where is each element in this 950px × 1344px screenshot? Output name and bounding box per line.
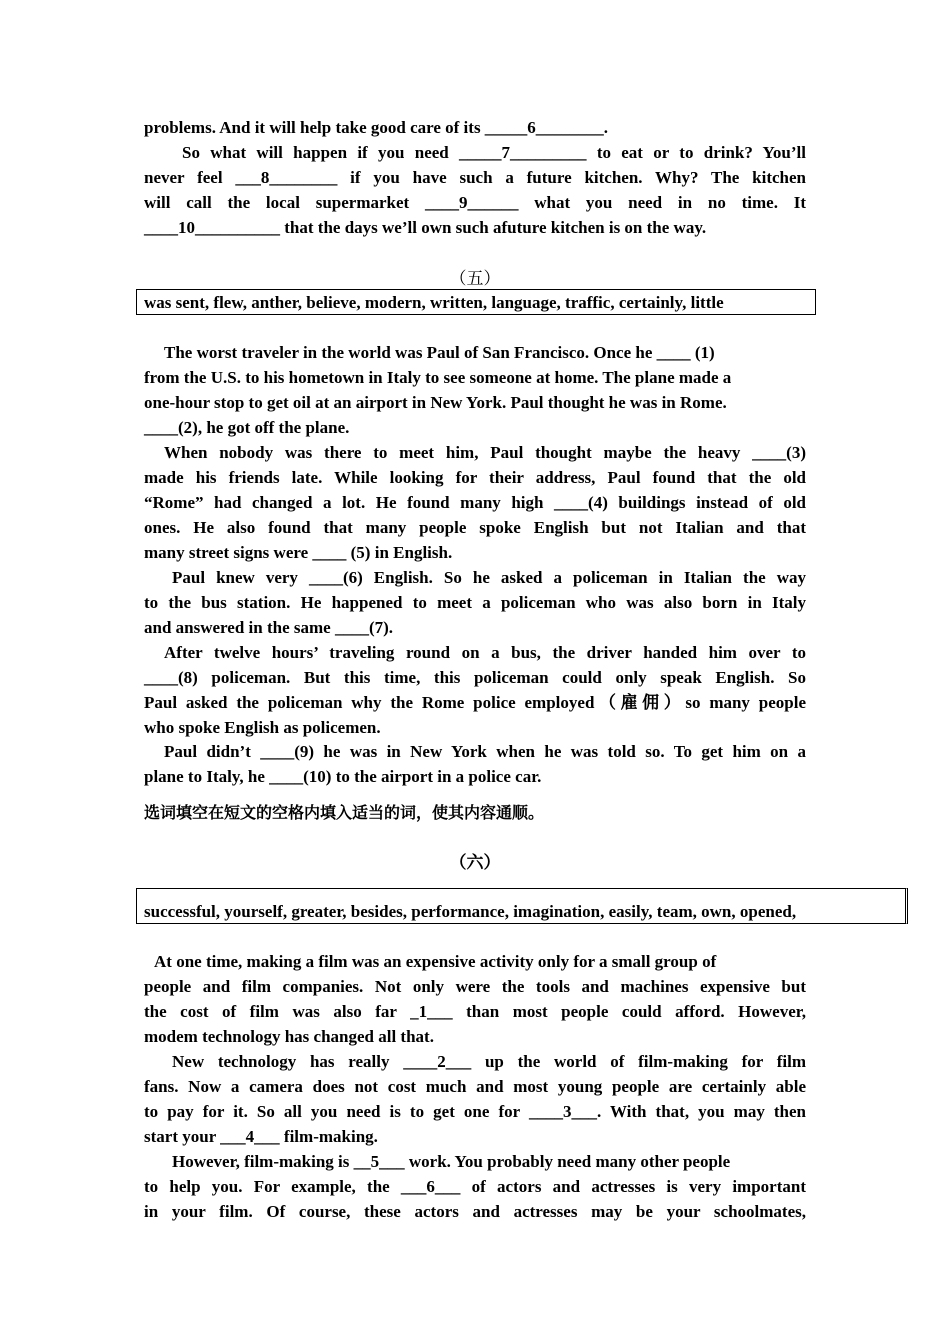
passage-line: in your film. Of course, these actors and actresses may be your schoolmates, xyxy=(144,1202,806,1221)
word-bank-text: was sent, flew, anther, believe, modern, written, language, traffic, certainly, little xyxy=(144,293,724,312)
passage-line: to pay for it. So all you need is to get one for ____3___. With that, you may then xyxy=(144,1102,806,1121)
passage-line: who spoke English as policemen. xyxy=(144,718,381,737)
passage-line: will call the local supermarket ____9______ what you need in no time. It xyxy=(144,193,806,212)
passage-line: New technology has really ____2___ up the world of film-making for film xyxy=(172,1052,806,1071)
passage-line: modem technology has changed all that. xyxy=(144,1027,434,1046)
passage-line: At one time, making a film was an expensive activity only for a small group of xyxy=(154,952,717,971)
passage-line: start your ___4___ film-making. xyxy=(144,1127,378,1146)
passage-line: one-hour stop to get oil at an airport in New York. Paul thought he was in Rome. xyxy=(144,393,727,412)
passage-line: After twelve hours’ traveling round on a bus, the driver handed him over to xyxy=(164,643,806,662)
passage-line: ____10__________ that the days we’ll own such afuture kitchen is on the way. xyxy=(144,218,707,237)
passage-line: ____(8) policeman. But this time, this policeman could only speak English. So xyxy=(144,668,806,687)
passage-line: Paul didn’t ____(9) he was in New York when he was told so. To get him on a xyxy=(164,742,806,761)
passage-line: “Rome” had changed a lot. He found many high ____(4) buildings instead of old xyxy=(144,493,806,512)
passage-line: the cost of film was also far _1___ than most people could afford. However, xyxy=(144,1002,806,1021)
passage-line: fans. Now a camera does not cost much and most young people are certainly able xyxy=(144,1077,806,1096)
section-title: （六） xyxy=(449,853,501,873)
passage-line: When nobody was there to meet him, Paul thought maybe the heavy ____(3) xyxy=(164,443,806,462)
passage-line: from the U.S. to his hometown in Italy to see someone at home. The plane made a xyxy=(144,368,732,387)
word-bank-box xyxy=(136,289,816,315)
instruction-text: 选词填空在短文的空格内填入适当的词，使其内容通顺。 xyxy=(144,803,545,822)
passage-line: plane to Italy, he ____(10) to the airport in a police car. xyxy=(144,767,542,786)
passage-line: Paul asked the policeman why the Rome police employed（雇佣）so many people xyxy=(144,693,806,712)
passage-line: Paul knew very ____(6) English. So he asked a policeman in Italian the way xyxy=(172,568,806,587)
passage-line: to help you. For example, the ___6___ of actors and actresses is very important xyxy=(144,1177,806,1196)
passage-line: to the bus station. He happened to meet a policeman who was also born in Italy xyxy=(144,593,806,612)
passage-line: So what will happen if you need _____7_________ to eat or to drink? You’ll xyxy=(182,143,806,162)
passage-line: people and film companies. Not only were the tools and machines expensive but xyxy=(144,977,806,996)
passage-line: problems. And it will help take good care of its _____6________. xyxy=(144,118,609,137)
passage-line: made his friends late. While looking for their address, Paul found that the old xyxy=(144,468,806,487)
section-title: （五） xyxy=(449,269,501,288)
passage-line: many street signs were ____ (5) in English. xyxy=(144,543,453,562)
word-bank-box xyxy=(136,888,908,924)
passage-line: ____(2), he got off the plane. xyxy=(144,418,350,437)
word-bank-text: successful, yourself, greater, besides, performance, imagination, easily, team, own, opened, xyxy=(144,902,797,921)
passage-line: ones. He also found that many people spoke English but not Italian and that xyxy=(144,518,806,537)
passage-line: and answered in the same ____(7). xyxy=(144,618,394,637)
passage-line: However, film-making is __5___ work. You probably need many other people xyxy=(172,1152,731,1171)
passage-line: never feel ___8________ if you have such a future kitchen. Why? The kitchen xyxy=(144,168,806,187)
passage-line: The worst traveler in the world was Paul of San Francisco. Once he ____ (1) xyxy=(164,343,715,362)
